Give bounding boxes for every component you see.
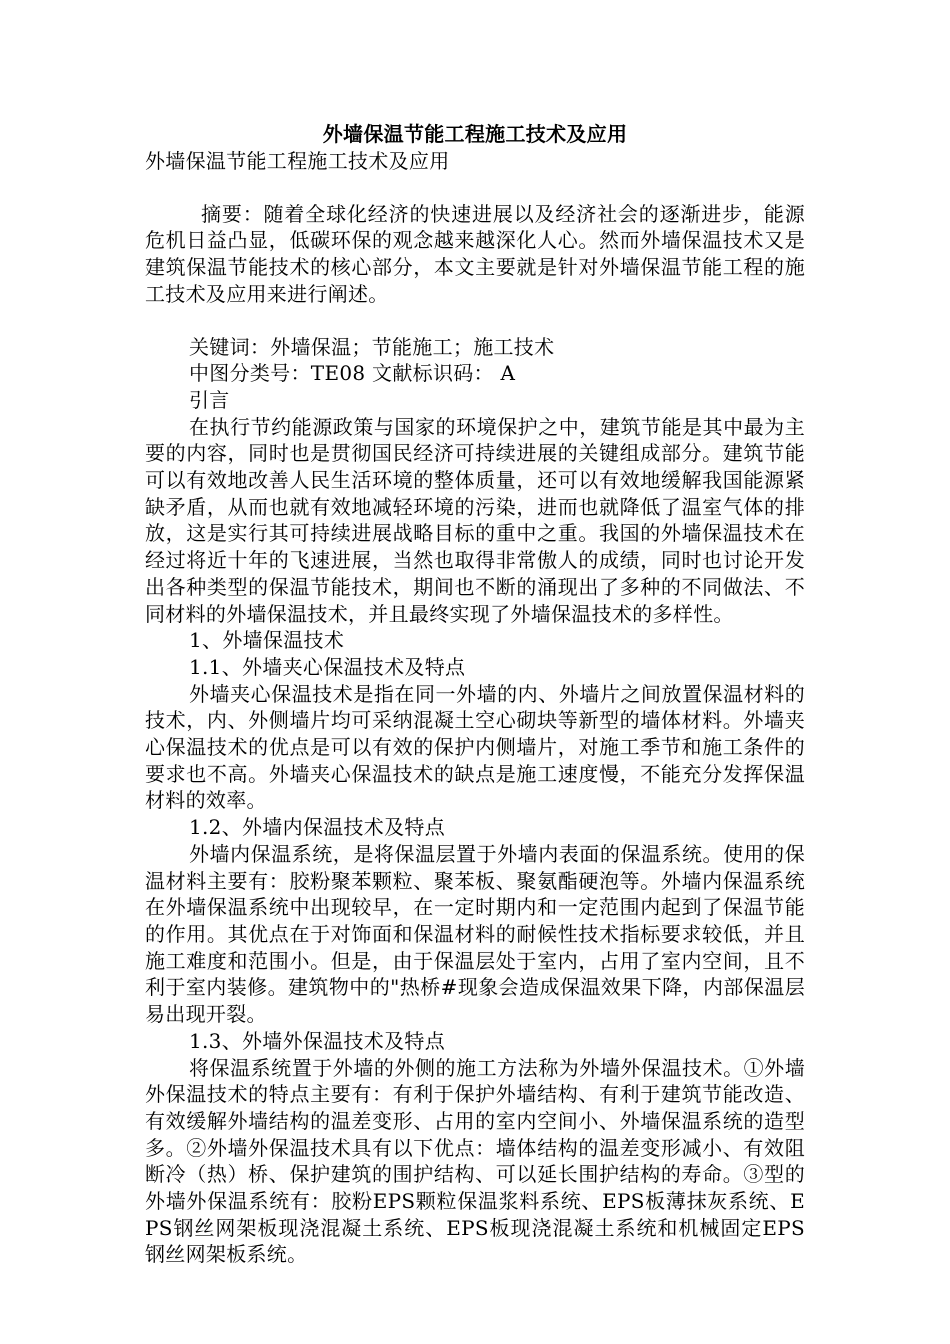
intro-heading: 引言 <box>189 387 230 412</box>
spacer <box>145 175 805 201</box>
section-1-2-paragraph: 外墙内保温系统，是将保温层置于外墙内表面的保温系统。使用的保温材料主要有：胶粉聚苯颗粒、聚苯板、聚氨酯硬泡等。外墙内保温系统在外墙保温系统中出现较早，在一定时期内和一定范围内起到了保温节能的作用。其优点在于对饰面和保温材料的耐候性技术指标要求较低，并且施工难度和范围小。但是，由于保温层处于室内，占用了室内空间，且不利于室内装修。建筑物中的"热桥#现象会造成保温效果下降，内部保温层易出现开裂。 <box>145 841 805 1027</box>
spacer <box>145 308 805 334</box>
intro-paragraph: 在执行节约能源政策与国家的环境保护之中，建筑节能是其中最为主要的内容，同时也是贯彻国民经济可持续进展的关键组成部分。建筑节能可以有效地改善人民生活环境的整体质量，还可以有效地缓解我国能源紧缺矛盾，从而也就有效地减轻环境的污染，进而也就降低了温室气体的排放，这是实行其可持续进展战略目标的重中之重。我国的外墙保温技术在经过将近十年的飞速进展，当然也取得非常傲人的成绩，同时也讨论开发出各种类型的保温节能技术，期间也不断的涌现出了多种的不同做法、不同材料的外墙保温技术，并且最终实现了外墙保温技术的多样性。 <box>145 414 805 626</box>
section-1-heading: 1、外墙保温技术 <box>189 628 345 653</box>
keywords-line: 关键词：外墙保温；节能施工；施工技术 <box>189 334 555 359</box>
section-1-3-paragraph: 将保温系统置于外墙的外侧的施工方法称为外墙外保温技术。①外墙外保温技术的特点主要有：有利于保护外墙结构、有利于建筑节能改造、有效缓解外墙结构的温差变形、占用的室内空间小、外墙保温系统的造型多。②外墙外保温技术具有以下优点：墙体结构的温差变形减小、有效阻断冷（热）桥、保护建筑的围护结构、可以延长围护结构的寿命。③型的外墙外保温系统有：胶粉EPS颗粒保温浆料系统、EPS板薄抹灰系统、EPS钢丝网架板现浇混凝土系统、EPS板现浇混凝土系统和机械固定EPS钢丝网架板系统。 <box>145 1055 805 1267</box>
document-subtitle: 外墙保温节能工程施工技术及应用 <box>145 149 450 173</box>
section-1-3-heading: 1.3、外墙外保温技术及特点 <box>189 1028 446 1053</box>
document-page <box>145 120 805 1268</box>
section-1-1-paragraph: 外墙夹心保温技术是指在同一外墙的内、外墙片之间放置保温材料的技术，内、外侧墙片均可采纳混凝土空心砌块等新型的墙体材料。外墙夹心保温技术的优点是可以有效的保护内侧墙片，对施工季节和施工条件的要求也不高。外墙夹心保温技术的缺点是施工速度慢，不能充分发挥保温材料的效率。 <box>145 681 805 813</box>
classification-line: 中图分类号：TE08 文献标识码： A <box>189 361 516 386</box>
abstract-paragraph: 摘要：随着全球化经济的快速进展以及经济社会的逐渐进步，能源危机日益凸显，低碳环保的观念越来越深化人心。然而外墙保温技术又是建筑保温节能技术的核心部分，本文主要就是针对外墙保温节能工程的施工技术及应用来进行阐述。 <box>145 201 805 306</box>
document-title: 外墙保温节能工程施工技术及应用 <box>322 122 628 146</box>
section-1-1-heading: 1.1、外墙夹心保温技术及特点 <box>189 654 466 679</box>
section-1-2-heading: 1.2、外墙内保温技术及特点 <box>189 815 446 840</box>
